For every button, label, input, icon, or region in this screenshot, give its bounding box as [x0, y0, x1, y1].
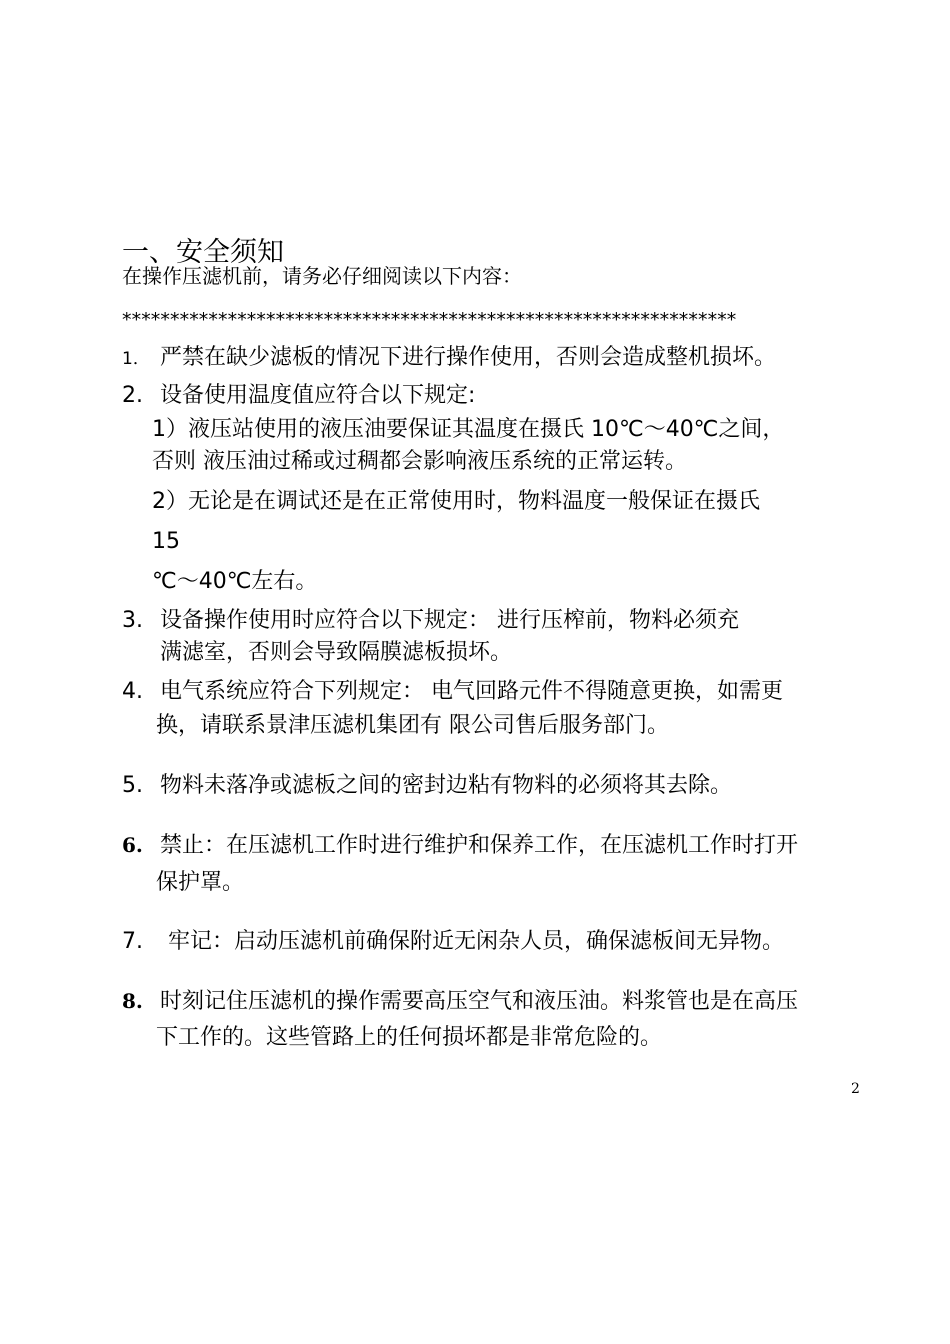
item-text: 严禁在缺少滤板的情况下进行操作使用，否则会造成整机损坏。	[160, 345, 777, 370]
item-number: 4.	[122, 679, 143, 704]
item-text: 物料未落净或滤板之间的密封边粘有物料的必须将其去除。	[160, 773, 733, 798]
page-number: 2	[851, 1081, 860, 1097]
list-item-2	[122, 381, 475, 411]
sub-item-2-line-1: 2）无论是在调试还是在正常使用时，物料温度一般保证在摄氏	[152, 489, 760, 514]
sub-item-1-line-1: 1）液压站使用的液压油要保证其温度在摄氏 10℃～40℃之间，	[152, 417, 785, 442]
item-text: 电气系统应符合下列规定： 电气回路元件不得随意更换，如需更	[160, 679, 783, 704]
item-number: 5.	[122, 773, 143, 798]
sub-item-2-line-3: ℃～40℃左右。	[152, 569, 318, 594]
item-number: 8.	[122, 989, 143, 1013]
list-item-3	[122, 606, 739, 636]
asterisk-separator: ****************************************************************	[122, 309, 737, 331]
item-number: 7.	[122, 929, 143, 954]
list-item-7	[122, 927, 784, 957]
item-number: 1．	[122, 349, 150, 369]
list-item-3-line-2: 满滤室，否则会导致隔膜滤板损坏。	[160, 640, 513, 665]
intro-text: 在操作压滤机前，请务必仔细阅读以下内容：	[122, 264, 522, 288]
item-text: 时刻记住压滤机的操作需要高压空气和液压油。料浆管也是在高压	[160, 989, 799, 1014]
sub-item-2-line-2: 15	[152, 529, 180, 554]
list-item-1	[122, 343, 776, 374]
item-number: 2.	[122, 383, 143, 408]
item-text: 禁止：在压滤机工作时进行维护和保养工作，在压滤机工作时打开	[160, 833, 799, 858]
item-number: 3.	[122, 608, 143, 633]
list-item-6-line-2: 保护罩。	[156, 870, 245, 895]
list-item-8	[122, 986, 798, 1017]
list-item-6	[122, 830, 798, 861]
sub-item-1-line-2: 否则 液压油过稀或过稠都会影响液压系统的正常运转。	[152, 449, 687, 474]
list-item-4	[122, 677, 783, 707]
item-number: 6.	[122, 833, 143, 857]
list-item-4-line-2: 换，请联系景津压滤机集团有 限公司售后服务部门。	[156, 713, 669, 738]
section-title: 一、安全须知	[122, 237, 284, 269]
list-item-8-line-2: 下工作的。这些管路上的任何损坏都是非常危险的。	[156, 1025, 663, 1050]
item-text: 设备操作使用时应符合以下规定： 进行压榨前，物料必须充	[160, 608, 739, 633]
item-text: 设备使用温度值应符合以下规定:	[160, 383, 476, 408]
item-text: 牢记：启动压滤机前确保附近无闲杂人员，确保滤板间无异物。	[168, 929, 785, 954]
list-item-5	[122, 771, 732, 801]
